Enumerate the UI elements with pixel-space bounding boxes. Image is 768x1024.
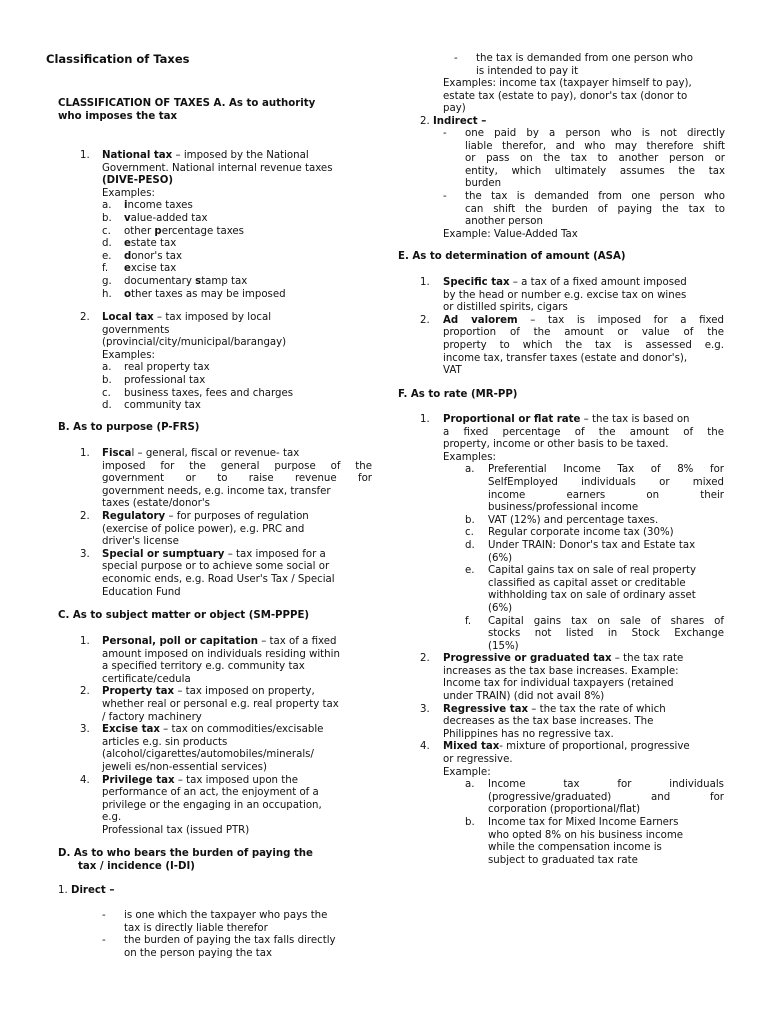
text-line: or pass on the tax to another person or [465, 153, 725, 165]
text-line: Property tax [102, 686, 175, 698]
text-line: real property tax [124, 362, 210, 374]
text-line: c. [102, 225, 111, 237]
list-item [465, 616, 724, 654]
text-line: amount imposed on individuals residing within [102, 648, 340, 660]
text-line: Examples: [102, 187, 155, 199]
text-line: – tax imposed upon the [174, 774, 298, 786]
text-line: (6%) [488, 552, 513, 564]
text-line: c. [465, 527, 474, 539]
text-line: pay) [443, 103, 466, 115]
text-line: b. [465, 514, 475, 526]
text-line: by the head or number e.g. excise tax on wines [443, 289, 687, 301]
text-line: Personal, poll or capitation [102, 636, 258, 647]
text-line: Government. National internal revenue taxes [102, 162, 333, 174]
text-line: property, income or other basis to be taxed. [443, 439, 669, 451]
text-line: i [124, 200, 128, 212]
mixed-examples [420, 779, 724, 867]
text-line: 1. [420, 414, 430, 425]
direct-tax-examples [443, 78, 725, 116]
text-line: c. [102, 387, 111, 399]
indirect-tax-bullets [443, 128, 725, 241]
text-line: e. [465, 565, 475, 577]
text-line: Income tax for individuals [488, 779, 724, 791]
text-line: Examples: [443, 451, 496, 463]
text-line: – a tax of a fixed amount imposed [509, 277, 687, 288]
text-line: – the tax the rate of which [528, 703, 666, 715]
text-line: s [195, 275, 202, 287]
text-line: e. [102, 250, 112, 262]
list-item [443, 191, 725, 229]
list-item [465, 565, 724, 615]
text-line: classified as capital asset or creditable [488, 577, 686, 589]
text-line: income earners on their [488, 489, 724, 501]
text-line: the burden of paying the tax falls directly [124, 935, 336, 947]
text-line: Examples: [102, 349, 155, 361]
list-item [420, 277, 724, 315]
text-line: - [443, 190, 447, 202]
list-item [465, 817, 724, 867]
text-line: while the compensation income is [488, 842, 662, 854]
text-line: jeweli es/non-essential services) [102, 761, 267, 773]
section-f-list [420, 414, 724, 867]
text-line: state tax [130, 238, 177, 250]
text-line: 3. [80, 548, 90, 560]
list-item [454, 53, 724, 78]
text-line: (exercise of police power), e.g. PRC and [102, 523, 305, 535]
text-line: Mixed tax [443, 741, 500, 753]
text-line: VAT (12%) and percentage taxes. [488, 514, 659, 526]
national-tax-item [80, 150, 372, 301]
text-line: imposed for the general purpose of the [102, 460, 372, 472]
list-item [465, 779, 724, 817]
text-line: Example: [443, 766, 491, 778]
text-line: f. [465, 615, 472, 627]
text-line: business taxes, fees and charges [124, 387, 294, 399]
text-line: Ad valorem [443, 314, 518, 326]
text-line: subject to graduated tax rate [488, 854, 638, 866]
text-line: or regressive. [443, 754, 513, 766]
direct-tax-heading [58, 885, 114, 898]
text-line: (6%) [488, 602, 513, 614]
list-item [80, 276, 372, 289]
text-line: Regular corporate income tax (30%) [488, 527, 674, 539]
text-line: p [154, 225, 162, 237]
text-line: l – general, fiscal or revenue- tax [131, 448, 300, 459]
text-line: or distilled spirits, cigars [443, 302, 568, 314]
list-item [80, 213, 372, 226]
text-line: can shift the burden of paying the tax to [465, 203, 725, 215]
text-line: articles e.g. sin products [102, 736, 228, 748]
text-line: – tax imposed on property, [174, 686, 315, 698]
text-line: increases as the tax base increases. Example: [443, 665, 679, 677]
list-item [80, 226, 372, 239]
text-line: 1. [80, 150, 90, 161]
text-line: 4. [80, 774, 90, 786]
text-line: – tax imposed for a [224, 548, 326, 560]
text-line: special purpose or to achieve some social or [102, 561, 330, 573]
national-tax-mnemonic: (DIVE-PESO) [102, 175, 174, 187]
text-line: ercentage taxes [161, 225, 244, 237]
section-e-heading: E. As to determination of amount (ASA) [398, 251, 626, 262]
text-line: – for purposes of regulation [165, 510, 309, 522]
list-item [80, 251, 372, 264]
text-line: decreases as the tax base increases. The [443, 716, 654, 728]
text-line: tax is directly liable therefor [124, 922, 268, 934]
text-line: governments [102, 324, 170, 336]
text-line: (provincial/city/municipal/barangay) [102, 337, 287, 349]
national-tax-term: National tax [102, 150, 173, 161]
list-item [420, 414, 724, 653]
text-line: h. [102, 288, 112, 300]
list-item [80, 375, 372, 388]
text-line: certificate/cedula [102, 673, 191, 685]
list-item [80, 636, 372, 686]
text-line: property to which the tax is assessed e.g. [443, 339, 724, 351]
section-b-list [80, 448, 372, 599]
text-line: the tax is demanded from one person who [465, 190, 725, 202]
text-line: 3. [420, 703, 430, 715]
list-item [465, 464, 724, 514]
text-line: 2. [80, 510, 90, 522]
text-line: SelfEmployed individuals or mixed [488, 476, 724, 488]
text-line: d [124, 250, 132, 262]
text-line: 4. [420, 741, 430, 753]
text-line: corporation (proportional/flat) [488, 804, 641, 816]
text-line: Specific tax [443, 277, 510, 288]
text-line: b. [102, 212, 112, 224]
list-item [80, 549, 372, 599]
text-line: Proportional or flat rate [443, 414, 581, 425]
list-item [465, 515, 724, 528]
text-line: Capital gains tax on sale of shares of [488, 615, 724, 627]
text-line: – the tax rate [611, 653, 684, 665]
text-line: estate tax (estate to pay), donor's tax (donor to [443, 90, 688, 102]
list-item [80, 238, 372, 251]
text-line: Income tax for individual taxpayers (retained [443, 678, 674, 690]
list-item [80, 686, 372, 724]
text-line: one paid by a person who is not directly [465, 128, 725, 139]
text-line: another person [465, 216, 543, 228]
text-line: g. [102, 275, 112, 287]
text-line: 2. [420, 653, 430, 665]
text-line: under TRAIN) (did not avail 8%) [443, 691, 605, 703]
text-line: e.g. [102, 812, 122, 824]
text-line: 1. [80, 448, 90, 459]
text-line: VAT [443, 365, 462, 377]
text-line: Direct – [70, 885, 115, 896]
text-line: economic ends, e.g. Road User's Tax / Special [102, 573, 335, 585]
local-tax-item [80, 312, 372, 413]
text-line: documentary [124, 275, 196, 287]
text-line: - [102, 935, 106, 947]
text-line: xcise tax [130, 263, 177, 275]
text-line: Capital gains tax on sale of real property [488, 565, 697, 577]
list-item [420, 741, 724, 867]
text-line: income tax, transfer taxes (estate and donor's), [443, 352, 688, 364]
list-item [80, 775, 372, 838]
list-item [80, 263, 372, 276]
text-line: privilege or the engaging in an occupation, [102, 799, 322, 811]
section-a-heading [58, 98, 358, 123]
text-line: Excise tax [102, 724, 160, 736]
text-line: - [443, 128, 447, 139]
text-line: who opted 8% on his business income [488, 829, 684, 841]
text-line: – the tax is based on [580, 414, 690, 425]
direct-tax-bullets [102, 910, 372, 960]
text-line: is one which the taxpayer who pays the [124, 910, 328, 921]
text-line: performance of an act, the enjoyment of a [102, 787, 319, 799]
list-item [80, 388, 372, 401]
text-line: d. [465, 539, 475, 551]
text-line: - mixture of proportional, progressive [499, 741, 690, 753]
text-line: a fixed percentage of the amount of the [443, 426, 724, 438]
text-line: stocks not listed in Stock Exchange [488, 628, 724, 640]
text-line: 1. [58, 885, 68, 896]
text-line: on the person paying the tax [124, 947, 272, 959]
list-item [80, 448, 372, 511]
text-line: the tax is demanded from one person who [476, 53, 693, 64]
text-line: Privilege tax [102, 774, 175, 786]
text-line: a. [465, 464, 475, 476]
text-line: Income tax for Mixed Income Earners [488, 817, 679, 828]
text-line: a. [102, 200, 112, 212]
text-line: community tax [124, 400, 201, 412]
text-line: business/professional income [488, 502, 639, 514]
proportional-examples [420, 464, 724, 653]
text-line: (15%) [488, 640, 519, 652]
section-c-heading: C. As to subject matter or object (SM-PPPE) [58, 610, 310, 621]
text-line: 2. [420, 314, 430, 326]
list-item [420, 653, 724, 703]
text-line: Progressive or graduated tax [443, 653, 612, 665]
text-line: withholding tax on sale of ordinary asset [488, 590, 696, 602]
indirect-tax-heading [420, 116, 486, 129]
text-line: a. [102, 362, 112, 374]
text-line: v [124, 212, 131, 224]
text-line: tax / incidence (I-DI) [78, 860, 195, 872]
text-line: Philippines has no regressive tax. [443, 728, 614, 740]
section-c-list [80, 636, 372, 838]
text-line: entity, which ultimately assumes the tax [465, 165, 725, 177]
text-line: a. [465, 779, 475, 791]
list-item [80, 200, 372, 213]
text-line: onor's tax [131, 250, 183, 262]
text-line: D. As to who bears the burden of paying the [58, 848, 313, 859]
text-line: f. [102, 263, 109, 275]
text-line: whether real or personal e.g. real property tax [102, 698, 339, 710]
text-line: professional tax [124, 374, 206, 386]
text-line: – tax imposed by local [153, 312, 272, 323]
text-line: a specified territory e.g. community tax [102, 661, 305, 673]
list-item [443, 128, 725, 191]
text-line: 3. [80, 724, 90, 736]
text-line: taxes (estate/donor's [102, 498, 210, 510]
text-line: ncome taxes [127, 200, 193, 212]
list-item [465, 540, 724, 565]
text-line: burden [465, 178, 502, 190]
text-line: - [102, 910, 106, 921]
section-b-heading: B. As to purpose (P-FRS) [58, 422, 200, 433]
text-line: Professional tax (issued PTR) [102, 824, 250, 836]
list-item [80, 289, 372, 302]
text-line: e [124, 263, 131, 275]
text-line: Regulatory [102, 510, 166, 522]
text-line: – imposed by the National [172, 150, 309, 161]
text-line: - [454, 53, 458, 64]
text-line: Preferential Income Tax of 8% for [488, 464, 724, 476]
text-line: Examples: income tax (taxpayer himself to pay), [443, 78, 692, 89]
section-f-heading: F. As to rate (MR-PP) [398, 389, 518, 400]
list-item [465, 527, 724, 540]
list-item [420, 315, 724, 378]
text-line: is intended to pay it [476, 65, 579, 77]
text-line: 2. [80, 312, 90, 323]
text-line: ther taxes as may be imposed [131, 288, 286, 300]
text-line: Fisca [102, 448, 132, 459]
text-line: alue-added tax [130, 212, 208, 224]
text-line: other [124, 225, 155, 237]
text-line: (progressive/graduated) and for [488, 791, 724, 803]
text-line: government or to raise revenue for [102, 473, 372, 485]
text-line: – tax on commodities/excisable [159, 724, 324, 736]
text-line: o [124, 288, 131, 300]
text-line: who imposes the tax [58, 110, 178, 122]
text-line: b. [102, 374, 112, 386]
list-item [80, 400, 372, 413]
list-item [420, 704, 724, 742]
list-item [80, 362, 372, 375]
direct-tax-bullet-continued [454, 53, 724, 78]
list-item [80, 724, 372, 774]
text-line: 1. [420, 277, 430, 288]
indirect-tax-example: Example: Value-Added Tax [443, 228, 578, 240]
text-line: b. [465, 817, 475, 828]
local-tax-term: Local tax [102, 312, 154, 323]
text-line: Education Fund [102, 586, 181, 598]
text-line: Under TRAIN: Donor's tax and Estate tax [488, 539, 696, 551]
list-item [80, 511, 372, 549]
text-line: liable therefor, and who may therefore shift [465, 140, 725, 152]
section-e-list [420, 277, 724, 378]
text-line: Regressive tax [443, 703, 529, 715]
text-line: government needs, e.g. income tax, transfer [102, 485, 331, 497]
text-line: driver's license [102, 536, 179, 548]
text-line: 1. [80, 636, 90, 647]
text-line: proportion of the amount or value of the [443, 327, 724, 339]
text-line: 2. [420, 116, 430, 127]
text-line: e [124, 238, 131, 250]
text-line: / factory machinery [102, 711, 202, 723]
section-d-heading [58, 848, 313, 873]
document-title: Classification of Taxes [46, 52, 190, 66]
text-line: Special or sumptuary [102, 548, 225, 560]
list-item [102, 910, 372, 935]
text-line: (alcohol/cigarettes/automobiles/minerals/ [102, 749, 314, 761]
text-line: CLASSIFICATION OF TAXES A. As to authority [58, 98, 316, 109]
text-line: – tax of a fixed [257, 636, 337, 647]
text-line: – tax is imposed for a fixed [517, 314, 725, 326]
national-tax-examples [80, 200, 372, 301]
text-line: d. [102, 400, 112, 412]
text-line: tamp tax [201, 275, 248, 287]
list-item [102, 935, 372, 960]
text-line: Indirect – [432, 116, 487, 127]
text-line: 2. [80, 686, 90, 698]
text-line: d. [102, 238, 112, 250]
